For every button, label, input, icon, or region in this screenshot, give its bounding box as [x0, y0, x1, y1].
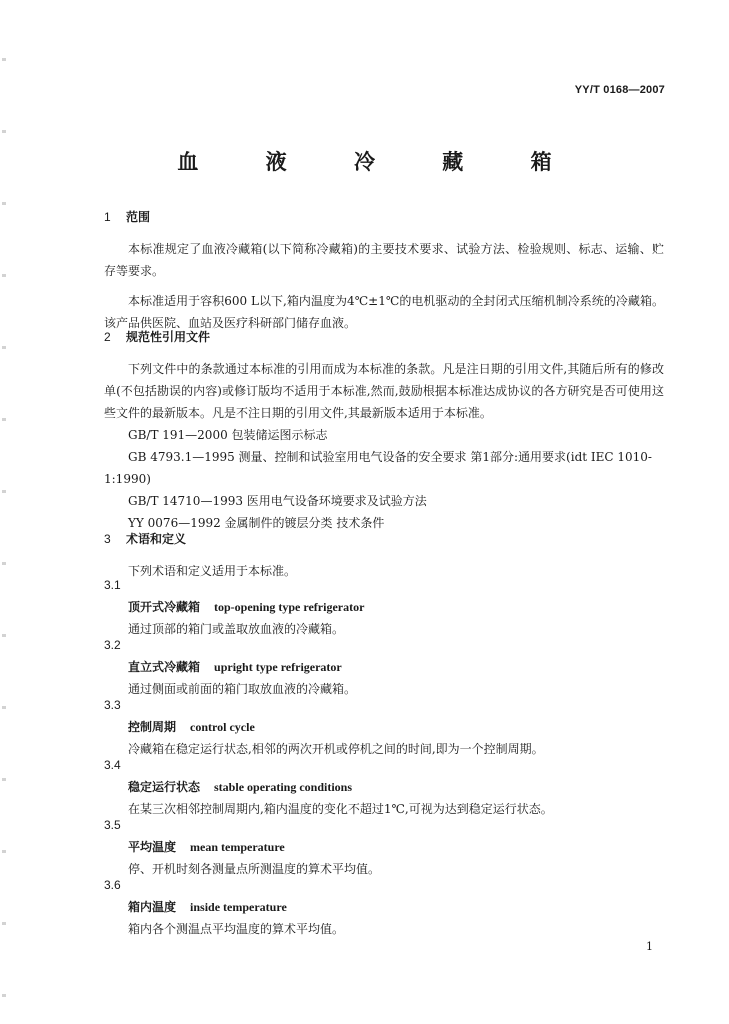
term-en: upright type refrigerator — [214, 660, 342, 674]
term-definition: 箱内各个测温点平均温度的算术平均值。 — [128, 922, 345, 936]
term-definition: 冷藏箱在稳定运行状态,相邻的两次开机或停机之间的时间,即为一个控制周期。 — [128, 742, 544, 756]
term-heading — [104, 716, 664, 738]
term-en: inside temperature — [190, 900, 287, 914]
term-zh: 平均温度 — [128, 840, 177, 854]
paragraph: 本标准规定了血液冷藏箱(以下简称冷藏箱)的主要技术要求、试验方法、检验规则、标志、运输、贮存等要求。 — [104, 242, 664, 278]
term-en: stable operating conditions — [214, 780, 353, 794]
term-3-2 — [104, 634, 664, 700]
reference-item: GB 4793.1—1995 测量、控制和试验室用电气设备的安全要求 第1部分:通用要求(idt IEC 1010-1:1990) — [104, 450, 652, 486]
reference-item: GB/T 191—2000 包装储运图示标志 — [128, 428, 328, 442]
section-number: 3 — [104, 532, 111, 546]
term-zh: 直立式冷藏箱 — [128, 660, 201, 674]
paragraph: 下列术语和定义适用于本标准。 — [128, 564, 297, 578]
term-number: 3.2 — [104, 638, 121, 652]
paragraph: 本标准适用于容积600 L以下,箱内温度为4℃±1℃的电机驱动的全封闭式压缩机制冷系统的冷藏箱。该产品供医院、血站及医疗科研部门储存血液。 — [104, 294, 664, 330]
section-number: 2 — [104, 330, 111, 344]
term-number: 3.1 — [104, 578, 121, 592]
term-definition: 通过顶部的箱门或盖取放血液的冷藏箱。 — [128, 622, 345, 636]
term-zh: 箱内温度 — [128, 900, 177, 914]
term-3-1 — [104, 574, 664, 640]
term-3-6 — [104, 874, 664, 940]
term-zh: 稳定运行状态 — [128, 780, 201, 794]
standard-number: YY/T 0168—2007 — [574, 84, 665, 96]
term-heading — [104, 656, 664, 678]
term-heading — [104, 836, 664, 858]
section-3-heading — [104, 528, 664, 550]
term-3-5 — [104, 814, 664, 880]
section-number: 1 — [104, 210, 111, 224]
term-number: 3.4 — [104, 758, 121, 772]
term-number: 3.5 — [104, 818, 121, 832]
term-en: top-opening type refrigerator — [214, 600, 365, 614]
term-en: control cycle — [190, 720, 255, 734]
section-title: 规范性引用文件 — [126, 330, 211, 344]
term-definition: 停、开机时刻各测量点所测温度的算术平均值。 — [128, 862, 381, 876]
section-1 — [104, 206, 664, 334]
page-number: 1 — [646, 940, 653, 953]
term-3-3 — [104, 694, 664, 760]
term-zh: 控制周期 — [128, 720, 177, 734]
term-definition: 在某三次相邻控制周期内,箱内温度的变化不超过1℃,可视为达到稳定运行状态。 — [128, 802, 553, 816]
section-2-heading — [104, 326, 664, 348]
term-number: 3.6 — [104, 878, 121, 892]
section-2 — [104, 326, 664, 534]
term-heading — [104, 776, 664, 798]
section-1-heading — [104, 206, 664, 228]
section-title: 范围 — [126, 210, 151, 224]
reference-item: YY 0076—1992 金属制件的镀层分类 技术条件 — [128, 516, 385, 530]
section-title: 术语和定义 — [126, 532, 187, 546]
term-heading — [104, 896, 664, 918]
term-zh: 顶开式冷藏箱 — [128, 600, 201, 614]
reference-item: GB/T 14710—1993 医用电气设备环境要求及试验方法 — [128, 494, 427, 508]
term-3-4 — [104, 754, 664, 820]
term-en: mean temperature — [190, 840, 285, 854]
term-heading — [104, 596, 664, 618]
term-definition: 通过侧面或前面的箱门取放血液的冷藏箱。 — [128, 682, 357, 696]
term-number: 3.3 — [104, 698, 121, 712]
paragraph: 下列文件中的条款通过本标准的引用而成为本标准的条款。凡是注日期的引用文件,其随后所有的修改单(不包括勘误的内容)或修订版均不适用于本标准,然而,鼓励根据本标准达成协议的各方研究是否可使用这些文件的最新版本。凡是不注日期的引用文件,其最新版本适用于本标准。 — [104, 362, 664, 420]
document-title: 血 液 冷 藏 箱 — [177, 149, 582, 174]
